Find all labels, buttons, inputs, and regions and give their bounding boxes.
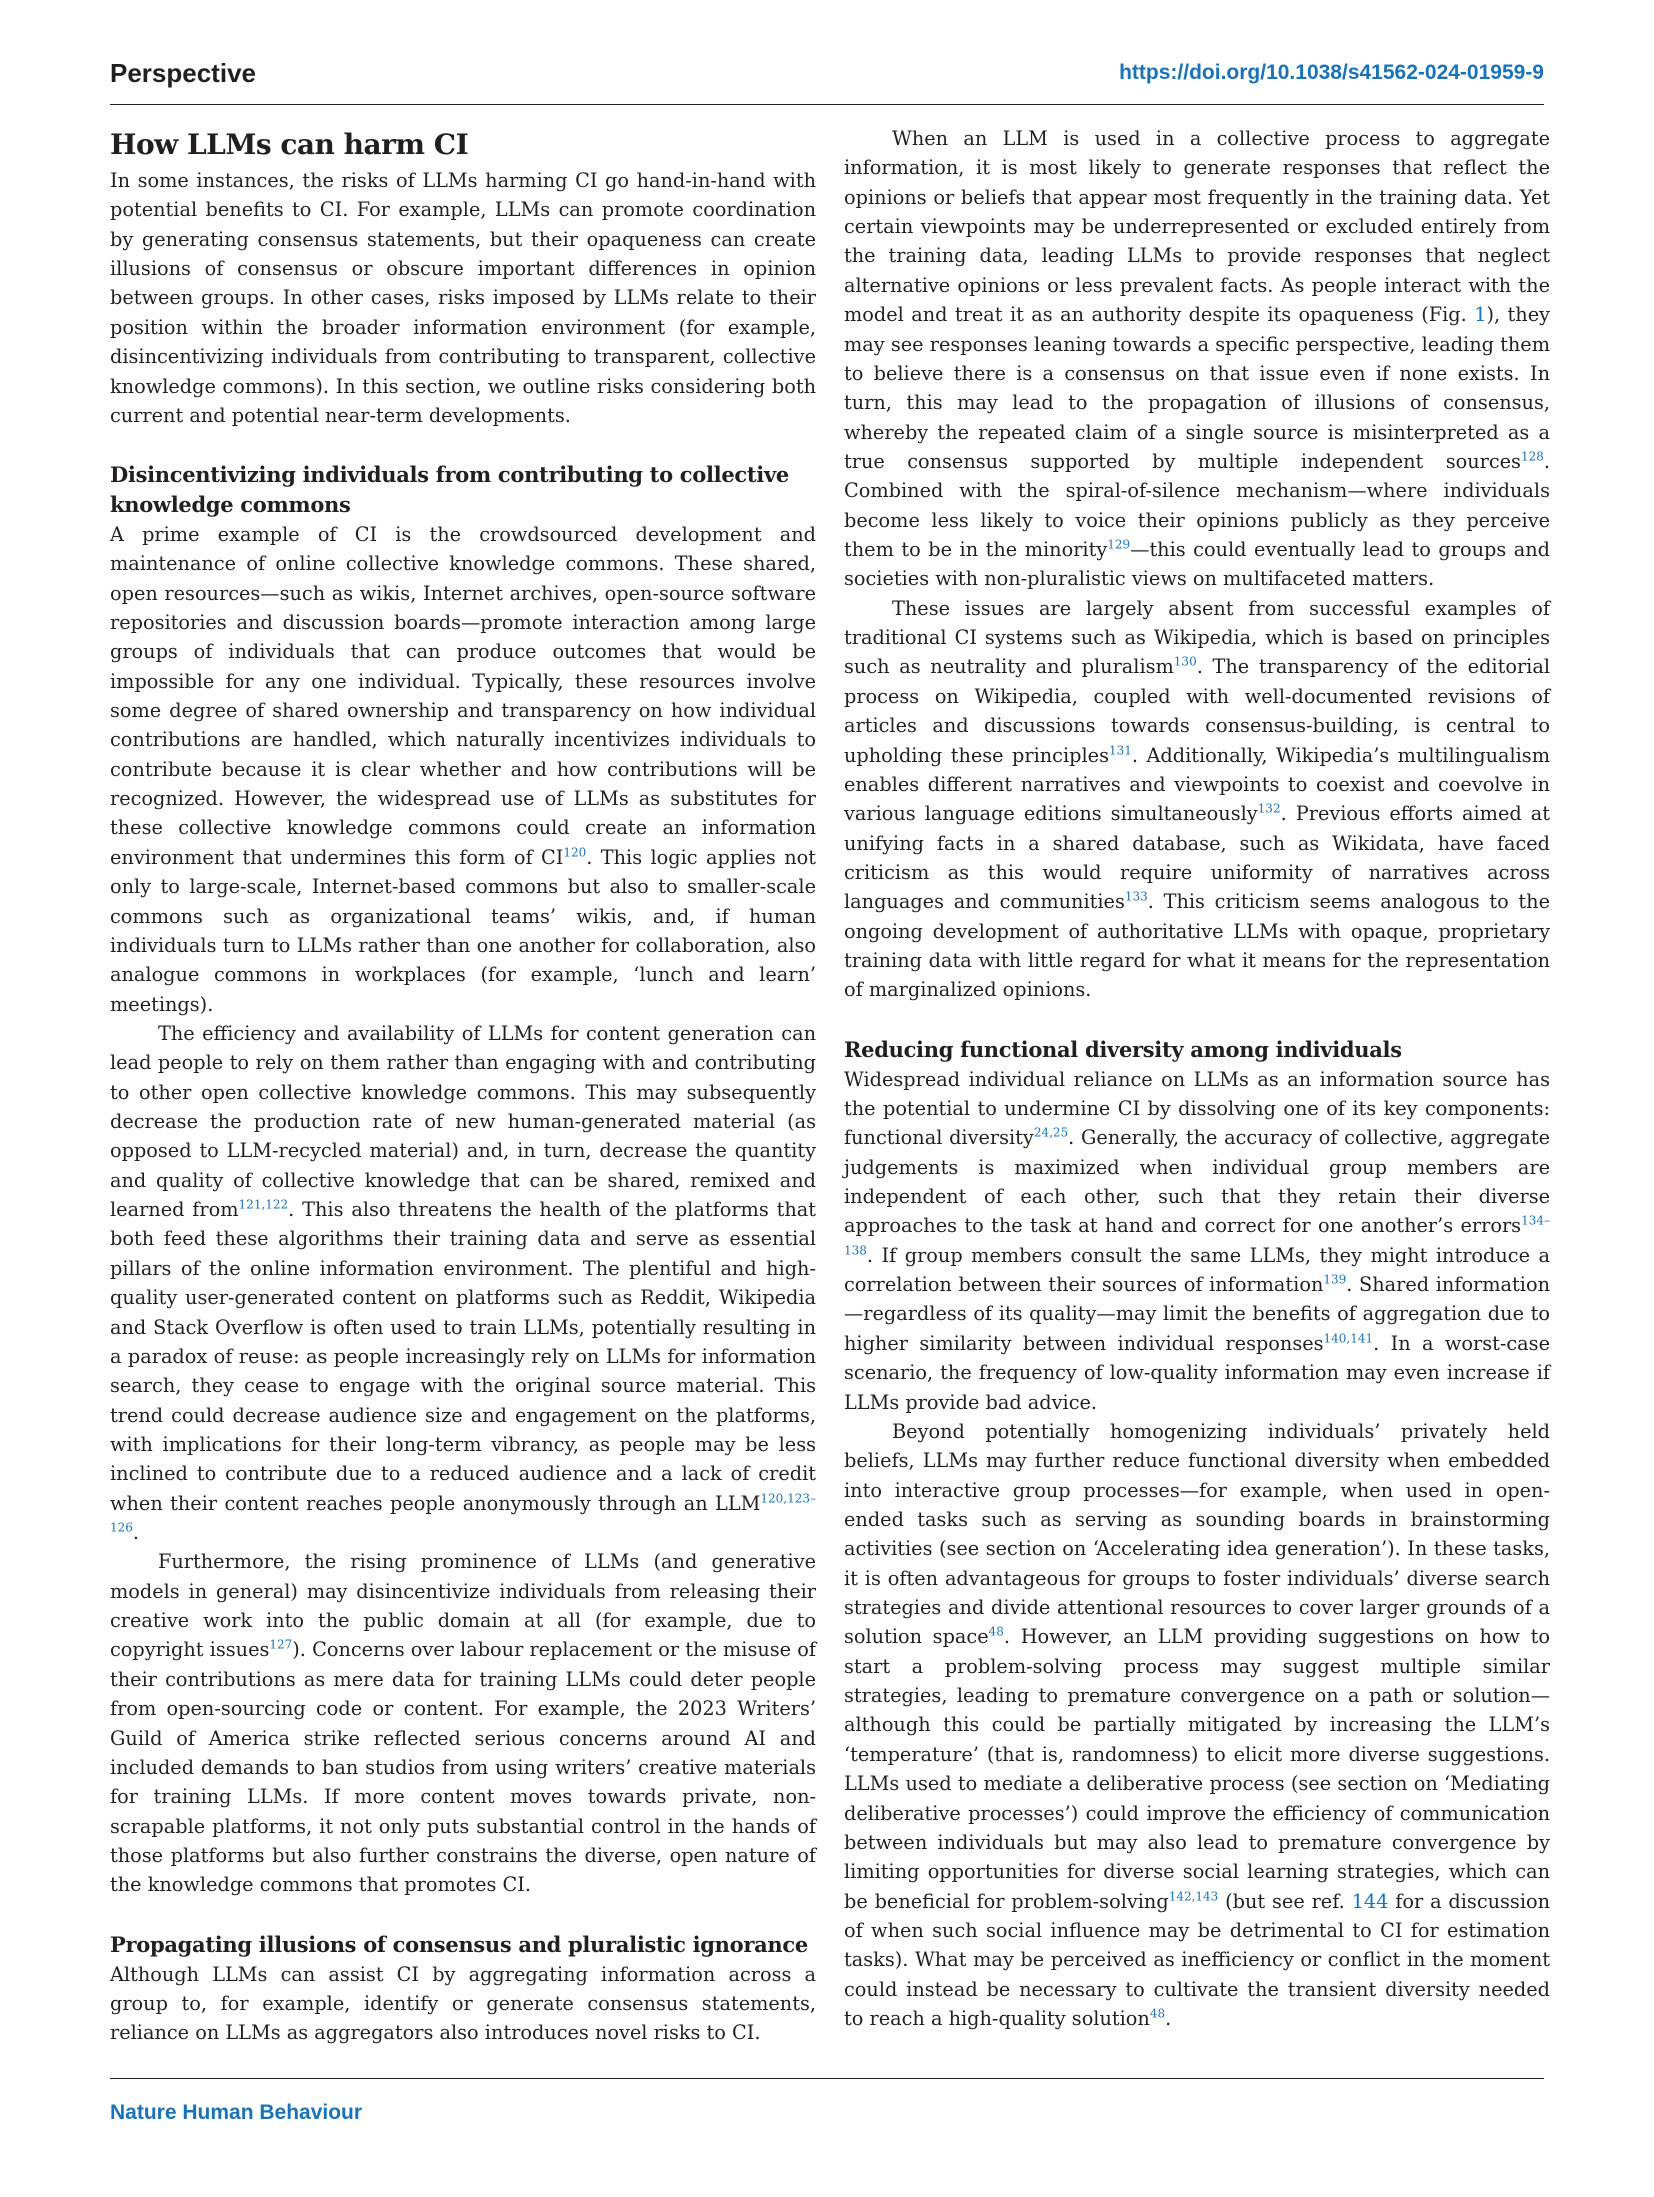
citation-link[interactable]: 24,25 — [1033, 1125, 1069, 1140]
subsection-title-commons: Disincentivizing individuals from contributing to collective knowledge commons — [110, 462, 789, 518]
citation-link[interactable]: 139 — [1323, 1272, 1347, 1287]
citation-link[interactable]: 48 — [1149, 2006, 1166, 2021]
citation-link[interactable]: 130 — [1173, 655, 1197, 670]
paragraph: Although LLMs can assist CI by aggregating information across a group to, for example, identify or generate consensus statements, reliance on LLMs as aggregators also introduces novel risks to CI. — [110, 1962, 816, 2045]
subsection-title-consensus: Propagating illusions of consensus and pluralistic ignorance — [110, 1931, 808, 1957]
left-column — [110, 124, 816, 2048]
paragraph: When an LLM is used in a collective process to aggregate information, it is most likely to generate responses that reflect the opinions or beliefs that appear most frequently in the training data. Yet certain viewpoints may be underrepresented or excluded entirely from the training data, leading LLMs to provide responses that neglect alternative opinions or less prevalent facts. As people interact with the model and treat it as an authority despite its opaqueness (Fig. 1), they may see responses leaning towards a specific perspective, leading them to believe there is a consensus on that issue even if none exists. In turn, this may lead to the propagation of illusions of consensus, whereby the repeated claim of a single source is misinterpreted as a true consensus supported by multiple independent sources$^{128}$. Combined with the spiral-of-silence mechanism—where individuals become less likely to voice their opinions publicly as they perceive them to be in the minority$^{129}$—this could eventually lead to groups and societies with non-pluralistic views on multifaceted matters. — [844, 127, 1551, 591]
page-footer — [110, 2078, 1544, 2124]
paragraph: The efficiency and availability of LLMs for content generation can lead people to rely on them rather than engaging with and contributing to other open collective knowledge commons. This may subsequently decrease the production rate of new human-generated material (as opposed to LLM-recycled material) and, in turn, decrease the quantity and quality of collective knowledge that can be shared, remixed and learned from$^{121,122}$. This also threatens the health of the platforms that both feed these algorithms their training data and serve as essential pillars of the online information environment. The plentiful and high-quality user-generated content on platforms such as Reddit, Wikipedia and Stack Overflow is often used to train LLMs, potentially resulting in a paradox of reuse: as people increasingly rely on LLMs for information search, they cease to engage with the original source material. This trend could decrease audience size and engagement on the platforms, with implications for their long-term vibrancy, as people may be less inclined to contribute due to a reduced audience and a lack of credit when their content reaches people anonymously through an LLM$^{120,123-126}$. — [110, 1021, 816, 1545]
page-header — [110, 58, 1544, 105]
citation-link[interactable]: 120 — [563, 845, 587, 860]
journal-name[interactable]: Nature Human Behaviour — [110, 2101, 363, 2124]
citation-link[interactable]: 134–138 — [844, 1213, 1550, 1258]
right-column — [844, 124, 1550, 2033]
subsection-title-diversity: Reducing functional diversity among individuals — [844, 1036, 1402, 1062]
citation-link[interactable]: 121,122 — [238, 1197, 289, 1212]
paragraph: Furthermore, the rising prominence of LLMs (and generative models in general) may disincentivize individuals from releasing their creative work into the public domain at all (for example, due to copyright issues$^{127}$). Concerns over labour replacement or the misuse of their contributions as mere data for training LLMs could deter people from open-sourcing code or content. For example, the 2023 Writers’ Guild of America strike reflected serious concerns around AI and included demands to ban studios from using writers’ creative materials for training LLMs. If more content moves towards private, non-scrapable platforms, it not only puts substantial control in the hands of those platforms but also further constrains the diverse, open nature of the knowledge commons that promotes CI. — [110, 1550, 816, 1897]
citation-link[interactable]: 120,123–126 — [110, 1491, 816, 1535]
reference-link[interactable]: 144 — [1351, 1889, 1389, 1913]
citation-link[interactable]: 132 — [1257, 801, 1281, 816]
section-intro: In some instances, the risks of LLMs harming CI go hand-in-hand with potential benefits to CI. For example, LLMs can promote coordination by generating consensus statements, but their opaqueness can create illusions of consensus or obscure important differences in opinion between groups. In other cases, risks imposed by LLMs relate to their position within the broader information environment (for example, disincentivizing individuals from contributing to transparent, collective knowledge commons). In this section, we outline risks considering both current and potential near-term developments. — [110, 169, 816, 427]
citation-link[interactable]: 131 — [1108, 743, 1132, 758]
article-type-label: Perspective — [110, 58, 256, 88]
citation-link[interactable]: 142,143 — [1168, 1889, 1219, 1904]
section-title: How LLMs can harm CI — [110, 128, 469, 161]
citation-link[interactable]: 133 — [1124, 889, 1148, 904]
citation-link[interactable]: 129 — [1107, 537, 1131, 552]
paragraph: Widespread individual reliance on LLMs as an information source has the potential to undermine CI by dissolving one of its key components: functional diversity$^{24,25}$. Generally, the accuracy of collective, aggregate judgements is maximized when individual group members are independent of each other, such that they retain their diverse approaches to the task at hand and correct for one another’s errors$^{134-138}$. If group members consult the same LLMs, they might introduce a correlation between their sources of information$^{139}$. Shared information—regardless of its quality—may limit the benefits of aggregation due to higher similarity between individual responses$^{140,141}$. In a worst-case scenario, the frequency of low-quality information may even increase if LLMs provide bad advice. — [844, 1067, 1550, 1414]
paragraph: A prime example of CI is the crowdsourced development and maintenance of online collective knowledge commons. These shared, open resources—such as wikis, Internet archives, open-source software repositories and discussion boards—promote interaction among large groups of individuals that can produce outcomes that would be impossible for any one individual. Typically, these resources involve some degree of shared ownership and transparency on how individual contributions are handled, which naturally incentivizes individuals to contribute because it is clear whether and how contributions will be recognized. However, the widespread use of LLMs as substitutes for these collective knowledge commons could create an information environment that undermines this form of CI$^{120}$. This logic applies not only to large-scale, Internet-based commons but also to smaller-scale commons such as organizational teams’ wikis, and, if human individuals turn to LLMs rather than one another for collaboration, also analogue commons in workplaces (for example, ‘lunch and learn’ meetings). — [110, 522, 816, 1016]
citation-link[interactable]: 128 — [1520, 449, 1544, 464]
paragraph: Beyond potentially homogenizing individuals’ privately held beliefs, LLMs may further reduce functional diversity when embedded into interactive group processes—for example, when used in open-ended tasks such as serving as sounding boards in brainstorming activities (see section on ‘Accelerating idea generation’). In these tasks, it is often advantageous for groups to foster individuals’ diverse search strategies and divide attentional resources to cover larger grounds of a solution space$^{48}$. However, an LLM providing suggestions on how to start a problem-solving process may suggest multiple similar strategies, leading to premature convergence on a path or solution—although this could be partially mitigated by increasing the LLM’s ‘temperature’ (that is, randomness) to elicit more diverse suggestions. LLMs used to mediate a deliberative process (see section on ‘Mediating deliberative processes’) could improve the efficiency of communication between individuals but may also lead to premature convergence by limiting opportunities for diverse social learning strategies, which can be beneficial for problem-solving$^{142,143}$ (but see ref. 144 for a discussion of when such social influence may be detrimental to CI for estimation tasks). What may be perceived as inefficiency or conflict in the moment could instead be necessary to cultivate the transient diversity needed to reach a high-quality solution$^{48}$. — [844, 1419, 1551, 2031]
citation-link[interactable]: 127 — [269, 1638, 293, 1653]
citation-link[interactable]: 140,141 — [1323, 1331, 1374, 1346]
figure-link[interactable]: 1 — [1474, 303, 1487, 327]
doi-link[interactable]: https://doi.org/10.1038/s41562-024-01959-9 — [1119, 61, 1544, 84]
citation-link[interactable]: 48 — [988, 1624, 1004, 1639]
paragraph: These issues are largely absent from successful examples of traditional CI systems such as Wikipedia, which is based on principles such as neutrality and pluralism$^{130}$. The transparency of the editorial process on Wikipedia, coupled with well-documented revisions of articles and discussions towards consensus-building, is central to upholding these principles$^{131}$. Additionally, Wikipedia’s multilingualism enables different narratives and viewpoints to coexist and coevolve in various language editions simultaneously$^{132}$. Previous efforts aimed at unifying facts in a shared database, such as Wikidata, have faced criticism as this would require uniformity of narratives across languages and communities$^{133}$. This criticism seems analogous to the ongoing development of authoritative LLMs with opaque, proprietary training data with little regard for what it means for the representation of marginalized opinions. — [844, 596, 1551, 1002]
